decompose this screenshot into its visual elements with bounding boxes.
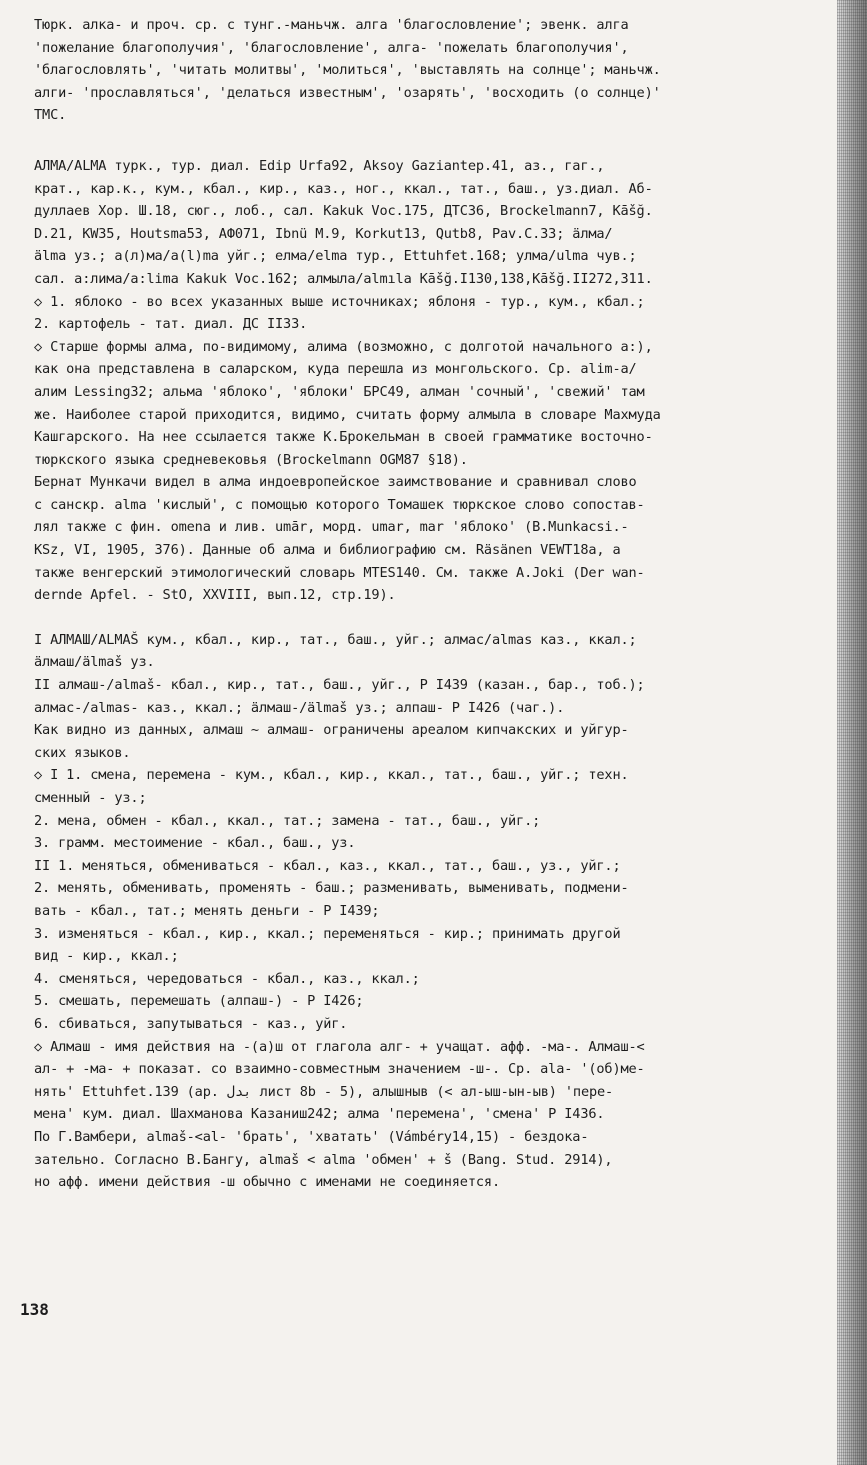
text-line: ских языков. [34, 744, 131, 761]
document-text [34, 14, 840, 1216]
scanned-page-edge [837, 0, 867, 1465]
text-line: зательно. Согласно В.Бангу, almaš < alma 'обмен' + š (Bang. Stud. 2914), [34, 1151, 613, 1168]
text-line: äлмаш/älmaš уз. [34, 654, 155, 671]
text-line: ◇ I 1. смена, перемена - кум., кбал., кир., ккал., тат., баш., уйг.; техн. [34, 767, 629, 784]
text-line: алим Lessing32; альма 'яблоко', 'яблоки' БРС49, алман 'сочный', 'свежий' там [34, 383, 645, 400]
text-line: вид - кир., ккал.; [34, 948, 179, 965]
text-line: ◇ 1. яблоко - во всех указанных выше источниках; яблоня - тур., кум., кбал.; [34, 293, 645, 310]
text-line: же. Наиболее старой приходится, видимо, считать форму алмыла в словаре Махмуда [34, 406, 661, 423]
text-line: Бернат Мункачи видел в алма индоевропейское заимствование и сравнивал слово [34, 474, 637, 491]
entry-headword-line: АЛМА/ALMA турк., тур. диал. Edip Urfa92, Aksoy Gaziantep.41, аз., гаг., [34, 157, 605, 174]
text-line: нять' Ettuhfet.139 (ар. بدل лист 8b - 5), алышныв (< ал-ыш-ын-ыв) 'пере- [34, 1083, 614, 1100]
text-line: мена' кум. диал. Шахманова Казаниш242; алма 'перемена', 'смена' Р I436. [34, 1106, 605, 1123]
text-line: сменный - уз.; [34, 790, 147, 806]
text-line: älma уз.; а(л)ма/а(l)ma уйг.; елма/elma тур., Ettuhfet.168; улма/ulma чув.; [34, 248, 637, 265]
page-number: 138 [20, 1300, 49, 1319]
text-line: ◇ Алмаш - имя действия на -(а)ш от глагола алг- + учащат. афф. -ма-. Алмаш-< [34, 1038, 645, 1055]
text-line: II 1. меняться, обмениваться - кбал., каз., ккал., тат., баш., уз., уйг.; [34, 857, 621, 874]
text-line: Как видно из данных, алмаш ~ алмаш- ограничены ареалом кипчакских и уйгур- [34, 722, 629, 739]
text-line: дуллаев Хор. Ш.18, сюг., лоб., сал. Kakuk Voc.175, ДТС36, Brockelmann7, Kāšğ. [34, 203, 653, 220]
text-line: 4. сменяться, чередоваться - кбал., каз., ккал.; [34, 970, 420, 987]
text-line: лял также с фин. omena и лив. umār, морд. umar, mar 'яблоко' (B.Munkacsi.- [34, 519, 629, 536]
text-line: вать - кбал., тат.; менять деньги - Р I439; [34, 902, 380, 919]
text-line: 2. менять, обменивать, променять - баш.; разменивать, выменивать, подмени- [34, 880, 629, 897]
text-line [34, 1194, 840, 1217]
text-line: ал- + -ма- + показат. со взаимно-совместным значением -ш-. Ср. ala- '(об)ме- [34, 1061, 645, 1078]
text-line: крат., кар.к., кум., кбал., кир., каз., ног., ккал., тат., баш., уз.диал. Аб- [34, 180, 653, 197]
entry-headword-line: I АЛМАШ/ALMAŠ кум., кбал., кир., тат., баш., уйг.; алмас/almas каз., ккал.; [34, 631, 637, 648]
text-line: II алмаш-/almaš- кбал., кир., тат., баш., уйг., Р I439 (казан., бар., тоб.); [34, 677, 645, 694]
text-line: как она представлена в саларском, куда перешла из монгольского. Ср. alim-a/ [34, 361, 637, 378]
text-line: 2. картофель - тат. диал. ДС II33. [34, 316, 308, 333]
text-line: алги- 'прославляться', 'делаться известным', 'озарять', 'восходить (о солнце)' [34, 84, 661, 101]
text-line: 2. мена, обмен - кбал., ккал., тат.; замена - тат., баш., уйг.; [34, 812, 541, 829]
text-line: KSz, VI, 1905, 376). Данные об алма и библиографию см. Räsänen VEWT18a, а [34, 542, 621, 559]
text-line: с санскр. alma 'кислый', с помощью которого Томашек тюркское слово сопостав- [34, 496, 645, 513]
text-line: но афф. имени действия -ш обычно с именами не соединяется. [34, 1174, 500, 1191]
text-line: 6. сбиваться, запутываться - каз., уйг. [34, 1015, 348, 1032]
text-line: 3. грамм. местоимение - кбал., баш., уз. [34, 835, 356, 852]
text-line: 3. изменяться - кбал., кир., ккал.; переменяться - кир.; принимать другой [34, 925, 621, 942]
text-line: Тюрк. алка- и проч. ср. с тунг.-маньчж. алга 'благословление'; эвенк. алга [34, 17, 629, 33]
paragraph-gap [34, 127, 840, 155]
text-line: По Г.Вамбери, almaš-<al- 'брать', 'хватать' (Vámbéry14,15) - бездока- [34, 1128, 589, 1145]
text-line: 'благословлять', 'читать молитвы', 'молиться', 'выставлять на солнце'; маньчж. [34, 62, 661, 79]
text-line: D.21, KW35, Houtsma53, АФ071, Ibnü M.9, Korkut13, Qutb8, Pav.C.33; äлма/ [34, 225, 613, 242]
text-line: dernde Apfel. - StO, XXVIII, вып.12, стр.19). [34, 587, 396, 604]
text-line: 5. смешать, перемешать (алпаш-) - Р I426; [34, 993, 364, 1010]
text-line: сал. а:лима/а:lima Kakuk Voc.162; алмыла/almıla Kāšğ.I130,138,Kāšğ.II272,311. [34, 270, 653, 287]
text-line: также венгерский этимологический словарь MTES140. См. также A.Joki (Der wan- [34, 564, 645, 581]
text-line: 'пожелание благополучия', 'благословление', алга- 'пожелать благополучия', [34, 39, 629, 56]
text-line: тюркского языка средневековья (Brockelmann OGM87 §18). [34, 451, 468, 468]
paragraph-gap [34, 607, 840, 629]
text-line: ТМС. [34, 107, 67, 124]
text-line: Кашгарского. На нее ссылается также К.Брокельман в своей грамматике восточно- [34, 429, 653, 446]
text-line: ◇ Старше формы алма, по-видимому, алима (возможно, с долготой начального а:), [34, 338, 653, 355]
text-line: алмас-/almas- каз., ккал.; äлмаш-/älmaš уз.; алпаш- Р I426 (чаг.). [34, 699, 565, 716]
